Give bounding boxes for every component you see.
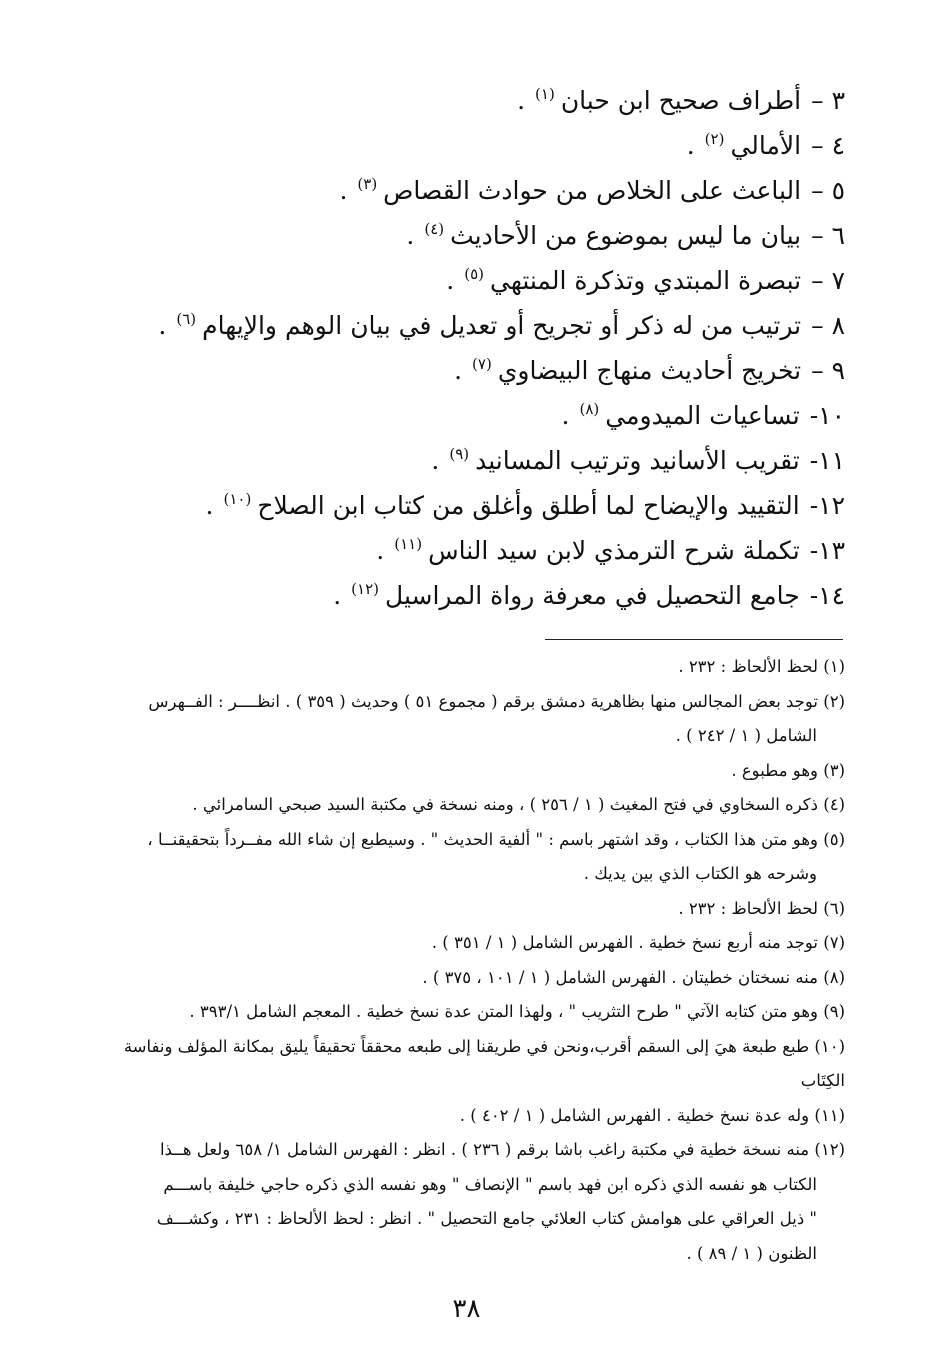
item-title: تساعيات الميدومي [605, 401, 800, 430]
item-period: . [454, 356, 463, 385]
item-title: جامع التحصيل في معرفة رواة المراسيل [385, 581, 800, 610]
item-number: ٧ – [811, 266, 845, 295]
footnote-ref: (١) [535, 85, 555, 103]
list-item [85, 123, 845, 168]
footnote-text: (٦) لحظ الألحاظ : ٢٣٢ . [678, 898, 845, 918]
footnote [80, 995, 845, 1030]
footnote-ref: (٣) [357, 175, 378, 193]
footnote-text: (٥) وهو متن هذا الكتاب ، وقد اشتهر باسم : " ألفية الحديث " . وسيطبع إن شاء الله مفــرداً بتحقيقنــا ، [147, 829, 845, 849]
list-item [85, 258, 845, 303]
footnote-continuation [80, 857, 845, 892]
footnote-text: (١٢) منه نسخة خطية في مكتبة راغب باشا برقم ( ٢٣٦ ) . انظر : الفهرس الشامل ١/ ٦٥٨ ولعل هــذا [159, 1140, 845, 1159]
item-period: . [158, 311, 167, 340]
footnote-continuation [80, 1202, 845, 1237]
item-title: ترتيب من له ذكر أو تجريح أو تعديل في بيان الوهم والإيهام [202, 311, 802, 340]
footnotes [80, 650, 845, 1271]
footnote [80, 892, 845, 927]
footnote [80, 685, 845, 720]
footnote-continuation [80, 1237, 845, 1272]
item-number: ١٠- [809, 401, 845, 430]
footnote-ref: (١٠) [223, 490, 252, 508]
list-item [85, 528, 845, 573]
item-title: تكملة شرح الترمذي لابن سيد الناس [428, 536, 800, 565]
footnote-continuation [80, 1168, 845, 1203]
item-period: . [431, 446, 440, 475]
footnote-text: (١) لحظ الألحاظ : ٢٣٢ . [678, 657, 845, 676]
item-period: . [205, 491, 214, 520]
item-number: ١٣- [809, 536, 845, 565]
item-number: ١١- [809, 446, 845, 475]
list-item [85, 348, 845, 393]
item-number: ٦ – [811, 221, 845, 250]
item-title: أطراف صحيح ابن حبان [560, 86, 802, 115]
footnote-ref: (٩) [449, 445, 470, 463]
item-period: . [686, 131, 695, 160]
footnote-ref: (٦) [176, 310, 197, 328]
footnote-text: الكتاب هو نفسه الذي ذكره ابن فهد باسم " الإنصاف " وهو نفسه الذي ذكره حاجي خليفة باســـم [163, 1174, 817, 1194]
item-number: ٥ – [811, 176, 845, 205]
item-title: الباعث على الخلاص من حوادث القصاص [383, 176, 802, 205]
item-number: ٨ – [811, 311, 845, 340]
footnote-ref: (١١) [394, 535, 423, 553]
footnote-text: (٨) منه نسختان خطيتان . الفهرس الشامل ( ١ / ١٠١ ، ٣٧٥ ) . [422, 967, 845, 987]
list-item [85, 78, 845, 123]
item-period: . [339, 176, 348, 205]
footnote-text: (٤) ذكره السخاوي في فتح المغيث ( ١ / ٢٥٦ ) ، ومنه نسخة في مكتبة السيد صبحي السامرائي . [192, 795, 845, 814]
footnote-ref: (٤) [424, 220, 445, 238]
footnote [80, 961, 845, 996]
footnote-ref: (٨) [579, 400, 600, 418]
footnote [80, 823, 845, 858]
footnote-separator [545, 639, 843, 640]
item-title: تبصرة المبتدي وتذكرة المنتهي [489, 266, 802, 295]
footnote-ref: (٧) [472, 355, 492, 373]
footnote [80, 754, 845, 789]
item-number: ٩ – [811, 356, 845, 385]
footnote [80, 1133, 845, 1168]
list-item [85, 573, 845, 618]
footnote [80, 650, 845, 685]
footnote [80, 788, 845, 823]
footnote [80, 1030, 845, 1099]
footnote-text: (٩) وهو متن كتابه الآتي " طرح التثريب " ، ولهذا المتن عدة نسخ خطية . المعجم الشامل ٣٩٣/١ . [189, 1002, 845, 1021]
item-number: ١٢- [809, 491, 845, 520]
item-period: . [446, 266, 455, 295]
item-period: . [561, 401, 570, 430]
item-title: بيان ما ليس بموضوع من الأحاديث [450, 221, 802, 250]
item-title: تخريج أحاديث منهاج البيضاوي [497, 356, 802, 385]
item-number: ٤ – [811, 131, 845, 160]
item-period: . [517, 86, 526, 115]
footnote [80, 1099, 845, 1134]
footnote-text: " ذيل العراقي على هوامش كتاب العلائي جامع التحصيل " . انظر : لحظ الألحاظ : ٢٣١ ، وكشـــف [156, 1209, 817, 1228]
footnote-text: (١٠) طبع طبعة هيَ إلى السقم أقرب،ونحن في طريقنا إلى طبعه محققاً تحقيقاً يليق بمكانة المؤلف ونفاسة الكِتَاب [123, 1036, 845, 1090]
footnote-text: الشامل ( ١ / ٢٤٢ ) . [675, 726, 817, 745]
footnote-ref: (٥) [464, 265, 484, 283]
item-title: تقريب الأسانيد وترتيب المسانيد [475, 446, 800, 475]
list-item [85, 438, 845, 483]
item-title: الأمالي [730, 131, 802, 160]
list-item [85, 213, 845, 258]
footnote-text: الظنون ( ١ / ٨٩ ) . [686, 1243, 817, 1263]
list-item [85, 168, 845, 213]
footnote-text: (١١) وله عدة نسخ خطية . الفهرس الشامل ( ١ / ٤٠٢ ) . [459, 1105, 845, 1125]
book-list [85, 78, 845, 618]
footnote-text: (٣) وهو مطبوع . [731, 760, 845, 780]
footnote-text: وشرحه هو الكتاب الذي بين يديك . [583, 864, 817, 883]
footnote-text: (٢) توجد بعض المجالس منها بظاهرية دمشق برقم ( مجموع ٥١ ) وحديث ( ٣٥٩ ) . انظــــر : الفــهرس [148, 691, 845, 711]
item-period: . [333, 581, 342, 610]
item-period: . [376, 536, 385, 565]
list-item [85, 393, 845, 438]
page-number: ٣٨ [452, 1294, 481, 1324]
footnote-ref: (١٢) [351, 580, 380, 598]
list-item [85, 483, 845, 528]
footnote-continuation [80, 719, 845, 754]
item-number: ١٤- [809, 581, 845, 610]
item-title: التقييد والإيضاح لما أطلق وأغلق من كتاب ابن الصلاح [257, 491, 800, 520]
item-number: ٣ – [811, 86, 845, 115]
item-period: . [406, 221, 415, 250]
list-item [85, 303, 845, 348]
footnote [80, 926, 845, 961]
footnote-text: (٧) توجد منه أربع نسخ خطية . الفهرس الشامل ( ١ / ٣٥١ ) . [431, 933, 845, 952]
footnote-ref: (٢) [704, 130, 725, 148]
